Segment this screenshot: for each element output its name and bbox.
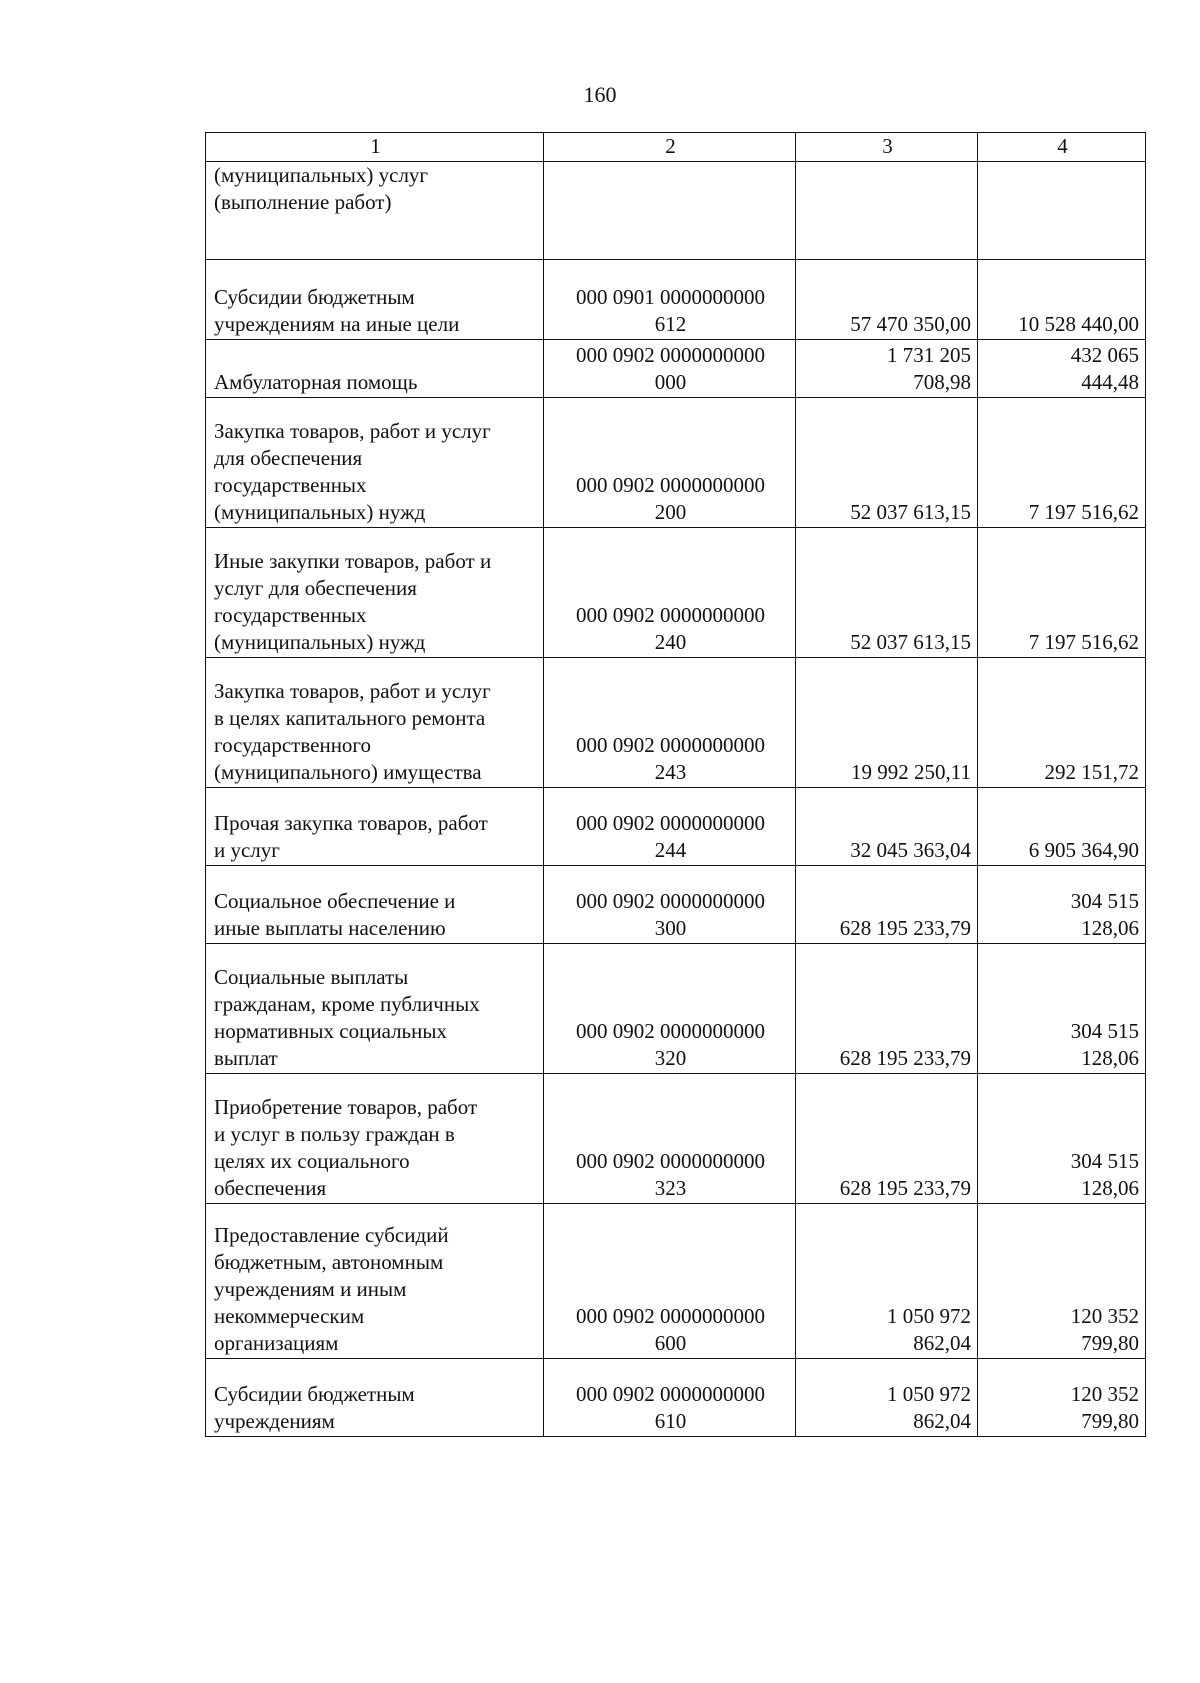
row-code [544,944,796,1074]
cell-line: (муниципальных) услуг [214,163,429,187]
cell-line: учреждениям и иным [214,1277,407,1301]
cell-line: 000 0902 0000000000 [576,811,765,835]
cell-line: 244 [654,838,687,862]
row-name [206,398,544,528]
row-value-col3 [796,260,978,340]
cell-line: 1 050 972 [887,1382,971,1406]
cell-line: Социальные выплаты [214,965,409,989]
cell-line: нормативных социальных [214,1019,447,1043]
cell-line: 628 195 233,79 [839,1176,971,1200]
row-value-col3 [796,658,978,788]
column-header-1: 1 [206,133,544,162]
cell-line: 000 0902 0000000000 [576,343,765,367]
cell-line: 120 352 [1070,1304,1139,1328]
row-value-col4 [978,340,1146,398]
cell-line: 7 197 516,62 [1028,630,1139,654]
cell-line: и услуг в пользу граждан в [214,1122,455,1146]
cell-line: 300 [654,916,687,940]
cell-line: 862,04 [913,1331,971,1355]
cell-line: 600 [654,1331,687,1355]
row-name [206,1074,544,1204]
table-row [206,1074,1146,1204]
row-value-col4 [978,1204,1146,1359]
row-name [206,788,544,866]
cell-line: целях их социального [214,1149,410,1173]
cell-line: 444,48 [1081,370,1139,394]
cell-line: 52 037 613,15 [850,500,971,524]
table-body [206,162,1146,1437]
cell-line: 000 0901 0000000000 [576,285,765,309]
cell-line: 7 197 516,62 [1028,500,1139,524]
cell-line: 320 [654,1046,687,1070]
row-value-col4 [978,658,1146,788]
cell-line: 128,06 [1081,916,1139,940]
cell-line: Приобретение товаров, работ [214,1095,478,1119]
row-name [206,528,544,658]
cell-line: государственного [214,733,372,757]
cell-line: иные выплаты населению [214,916,446,940]
column-header-2: 2 [544,133,796,162]
table-row [206,528,1146,658]
table-row [206,340,1146,398]
cell-line: 799,80 [1081,1331,1139,1355]
cell-line: 292 151,72 [1044,760,1139,784]
row-name [206,944,544,1074]
cell-line: 243 [654,760,687,784]
row-value-col3 [796,1359,978,1437]
row-code [544,866,796,944]
cell-line: 000 0902 0000000000 [576,1382,765,1406]
row-value-col4 [978,788,1146,866]
table-row [206,658,1146,788]
row-value-col3 [796,1204,978,1359]
cell-line: и услуг [214,838,280,862]
cell-line: услуг для обеспечения [214,576,417,600]
row-value-col4 [978,1074,1146,1204]
row-name [206,340,544,398]
cell-line: Закупка товаров, работ и услуг [214,679,491,703]
cell-line: Амбулаторная помощь [214,370,418,394]
cell-line: 304 515 [1070,889,1139,913]
cell-line: организациям [214,1331,339,1355]
cell-line: (муниципального) имущества [214,760,482,784]
cell-line: (муниципальных) нужд [214,630,426,654]
table-row [206,788,1146,866]
cell-line: 200 [654,500,687,524]
cell-line: некоммерческим [214,1304,365,1328]
row-value-col4 [978,260,1146,340]
cell-line: государственных [214,603,367,627]
row-value-col4 [978,866,1146,944]
cell-line: учреждениям [214,1409,335,1433]
cell-line: (выполнение работ) [214,190,392,214]
table-row [206,944,1146,1074]
cell-line: 610 [654,1409,687,1433]
row-value-col3 [796,788,978,866]
row-value-col4 [978,162,1146,260]
cell-line: 32 045 363,04 [850,838,971,862]
cell-line: Предоставление субсидий [214,1223,449,1247]
cell-line: в целях капитального ремонта [214,706,486,730]
row-value-col4 [978,528,1146,658]
cell-line: 628 195 233,79 [839,916,971,940]
row-code [544,658,796,788]
cell-line: 000 0902 0000000000 [576,473,765,497]
cell-line: 000 0902 0000000000 [576,889,765,913]
row-value-col3 [796,528,978,658]
cell-line: 57 470 350,00 [850,312,971,336]
row-value-col4 [978,944,1146,1074]
row-value-col3 [796,1074,978,1204]
row-value-col3 [796,398,978,528]
row-code [544,340,796,398]
row-code [544,1204,796,1359]
row-value-col3 [796,866,978,944]
cell-line: Закупка товаров, работ и услуг [214,419,491,443]
cell-line: государственных [214,473,367,497]
row-value-col4 [978,1359,1146,1437]
table-row [206,1204,1146,1359]
row-code [544,162,796,260]
cell-line: 708,98 [913,370,971,394]
cell-line: 10 528 440,00 [1018,312,1139,336]
cell-line: Прочая закупка товаров, работ [214,811,488,835]
cell-line: Иные закупки товаров, работ и [214,549,492,573]
cell-line: выплат [214,1046,278,1070]
cell-line: 000 [654,370,687,394]
cell-line: 000 0902 0000000000 [576,1304,765,1328]
budget-table [205,132,1146,1437]
cell-line: Субсидии бюджетным [214,285,415,309]
cell-line: 1 731 205 [887,343,971,367]
row-value-col3 [796,162,978,260]
cell-line: 304 515 [1070,1149,1139,1173]
cell-line: гражданам, кроме публичных [214,992,480,1016]
cell-line: 240 [654,630,687,654]
cell-line: 120 352 [1070,1382,1139,1406]
cell-line: 000 0902 0000000000 [576,603,765,627]
table-row [206,162,1146,260]
page-number: 160 [583,82,617,107]
row-value-col4 [978,398,1146,528]
table-row [206,260,1146,340]
table-row [206,398,1146,528]
cell-line: Социальное обеспечение и [214,889,456,913]
cell-line: 628 195 233,79 [839,1046,971,1070]
cell-line: 000 0902 0000000000 [576,1019,765,1043]
cell-line: бюджетным, автономным [214,1250,444,1274]
cell-line: 128,06 [1081,1176,1139,1200]
row-name [206,260,544,340]
column-header-3: 3 [796,133,978,162]
cell-line: Субсидии бюджетным [214,1382,415,1406]
row-name [206,1359,544,1437]
row-code [544,1074,796,1204]
cell-line: 432 065 [1070,343,1139,367]
cell-line: 799,80 [1081,1409,1139,1433]
row-name [206,658,544,788]
row-name [206,866,544,944]
row-value-col3 [796,340,978,398]
cell-line: 323 [654,1176,687,1200]
row-value-col3 [796,944,978,1074]
cell-line: 19 992 250,11 [851,760,971,784]
table-row [206,1359,1146,1437]
column-header-4: 4 [978,133,1146,162]
table-header-row [206,133,1146,162]
cell-line: учреждениям на иные цели [214,312,460,336]
cell-line: 612 [654,312,687,336]
row-code [544,398,796,528]
cell-line: обеспечения [214,1176,327,1200]
table-row [206,866,1146,944]
row-code [544,528,796,658]
row-code [544,788,796,866]
cell-line: 52 037 613,15 [850,630,971,654]
cell-line: 000 0902 0000000000 [576,1149,765,1173]
row-name [206,1204,544,1359]
cell-line: для обеспечения [214,446,363,470]
cell-line: 128,06 [1081,1046,1139,1070]
cell-line: 000 0902 0000000000 [576,733,765,757]
row-code [544,260,796,340]
row-code [544,1359,796,1437]
cell-line: 304 515 [1070,1019,1139,1043]
cell-line: 1 050 972 [887,1304,971,1328]
cell-line: (муниципальных) нужд [214,500,426,524]
row-name [206,162,544,260]
cell-line: 6 905 364,90 [1028,838,1139,862]
cell-line: 862,04 [913,1409,971,1433]
